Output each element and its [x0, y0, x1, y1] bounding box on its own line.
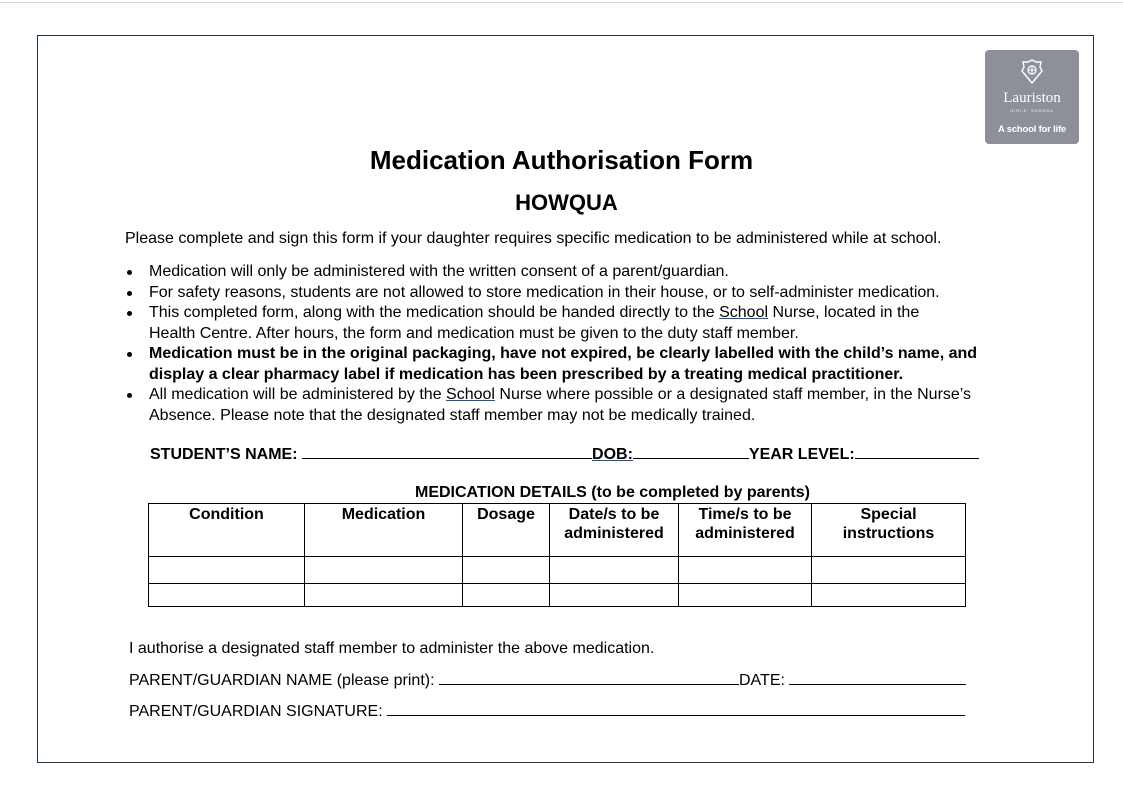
column-header-condition: Condition — [149, 504, 305, 557]
school-word: School — [446, 386, 495, 403]
parent-name-field[interactable] — [439, 670, 739, 685]
header-line: administered — [695, 525, 795, 542]
table-header-row — [149, 504, 966, 557]
dob-field[interactable] — [633, 444, 749, 459]
list-item — [125, 283, 1005, 304]
column-header-dosage: Dosage — [463, 504, 550, 557]
bullet-text: display a clear pharmacy label if medication has been prescribed by a treating medical practitioner. — [149, 365, 904, 383]
table-cell[interactable] — [679, 584, 812, 607]
bullet-text: Medication must be in the original packaging, have not expired, be clearly labelled with the child’s name, and — [149, 345, 978, 362]
header-line: administered — [564, 525, 664, 542]
table-cell[interactable] — [679, 557, 812, 584]
medication-table — [148, 503, 966, 607]
header-line: Special — [860, 506, 917, 523]
table-cell[interactable] — [149, 584, 305, 607]
student-name-field[interactable] — [302, 444, 592, 459]
table-cell[interactable] — [305, 557, 463, 584]
column-header-medication: Medication — [305, 504, 463, 557]
logo-subname: GIRLS' SCHOOL — [1010, 108, 1054, 113]
header-line: Date/s to be — [568, 506, 660, 523]
signature-label: PARENT/GUARDIAN SIGNATURE: — [129, 703, 383, 720]
parent-name-label: PARENT/GUARDIAN NAME (please print): — [129, 672, 435, 689]
logo-tagline: A school for life — [997, 124, 1067, 135]
table-cell[interactable] — [550, 584, 679, 607]
bullet-text: Health Centre. After hours, the form and medication must be given to the duty staff member. — [149, 324, 799, 342]
table-row — [149, 557, 966, 584]
school-logo — [985, 50, 1079, 144]
year-level-field[interactable] — [855, 444, 979, 459]
table-cell[interactable] — [149, 557, 305, 584]
column-header-special — [812, 504, 966, 557]
table-cell[interactable] — [550, 557, 679, 584]
student-details-line — [150, 444, 1000, 464]
signature-field[interactable] — [387, 701, 965, 716]
bullet-text: For safety reasons, students are not allowed to store medication in their house, or to self-administer medication. — [149, 283, 940, 301]
table-row — [149, 584, 966, 607]
list-item — [125, 344, 1005, 385]
crest-icon — [1020, 59, 1044, 85]
parent-name-line — [129, 670, 966, 690]
column-header-dates — [550, 504, 679, 557]
bullet-text: Nurse, located in the — [768, 304, 920, 321]
logo-name: Lauriston — [1003, 90, 1061, 106]
intro-text: Please complete and sign this form if your daughter requires specific medication to be administered while at school. — [125, 230, 942, 247]
bullet-text: All medication will be administered by the — [149, 386, 447, 403]
bullet-text: Nurse where possible or a designated staff member, in the Nurse’s — [494, 386, 972, 403]
header-line: instructions — [842, 525, 935, 542]
date-field[interactable] — [789, 670, 966, 685]
school-word: School — [719, 304, 769, 321]
signature-line — [129, 701, 965, 721]
date-label: DATE: — [739, 672, 785, 689]
authorisation-statement: I authorise a designated staff member to administer the above medication. — [129, 640, 655, 657]
bullet-text: This completed form, along with the medication should be handed directly to the — [149, 304, 720, 321]
year-level-label: YEAR LEVEL: — [748, 446, 855, 463]
bullet-text: Medication will only be administered with the written consent of a parent/guardian. — [149, 263, 729, 280]
window-top-border — [0, 2, 1123, 3]
medication-table-caption: MEDICATION DETAILS (to be completed by parents) — [415, 484, 810, 501]
dob-label: DOB: — [592, 446, 633, 463]
header-line: Time/s to be — [698, 506, 792, 523]
student-name-label: STUDENT’S NAME: — [150, 446, 298, 463]
form-subtitle: HOWQUA — [515, 190, 618, 215]
form-title: Medication Authorisation Form — [369, 145, 754, 175]
instructions-list — [125, 262, 1005, 426]
list-item — [125, 262, 1005, 283]
list-item — [125, 385, 1005, 426]
bullet-text: Absence. Please note that the designated staff member may not be medically trained. — [149, 406, 756, 424]
table-cell[interactable] — [812, 584, 966, 607]
table-cell[interactable] — [812, 557, 966, 584]
list-item — [125, 303, 1005, 344]
table-cell[interactable] — [463, 557, 550, 584]
table-cell[interactable] — [305, 584, 463, 607]
column-header-times — [679, 504, 812, 557]
table-cell[interactable] — [463, 584, 550, 607]
